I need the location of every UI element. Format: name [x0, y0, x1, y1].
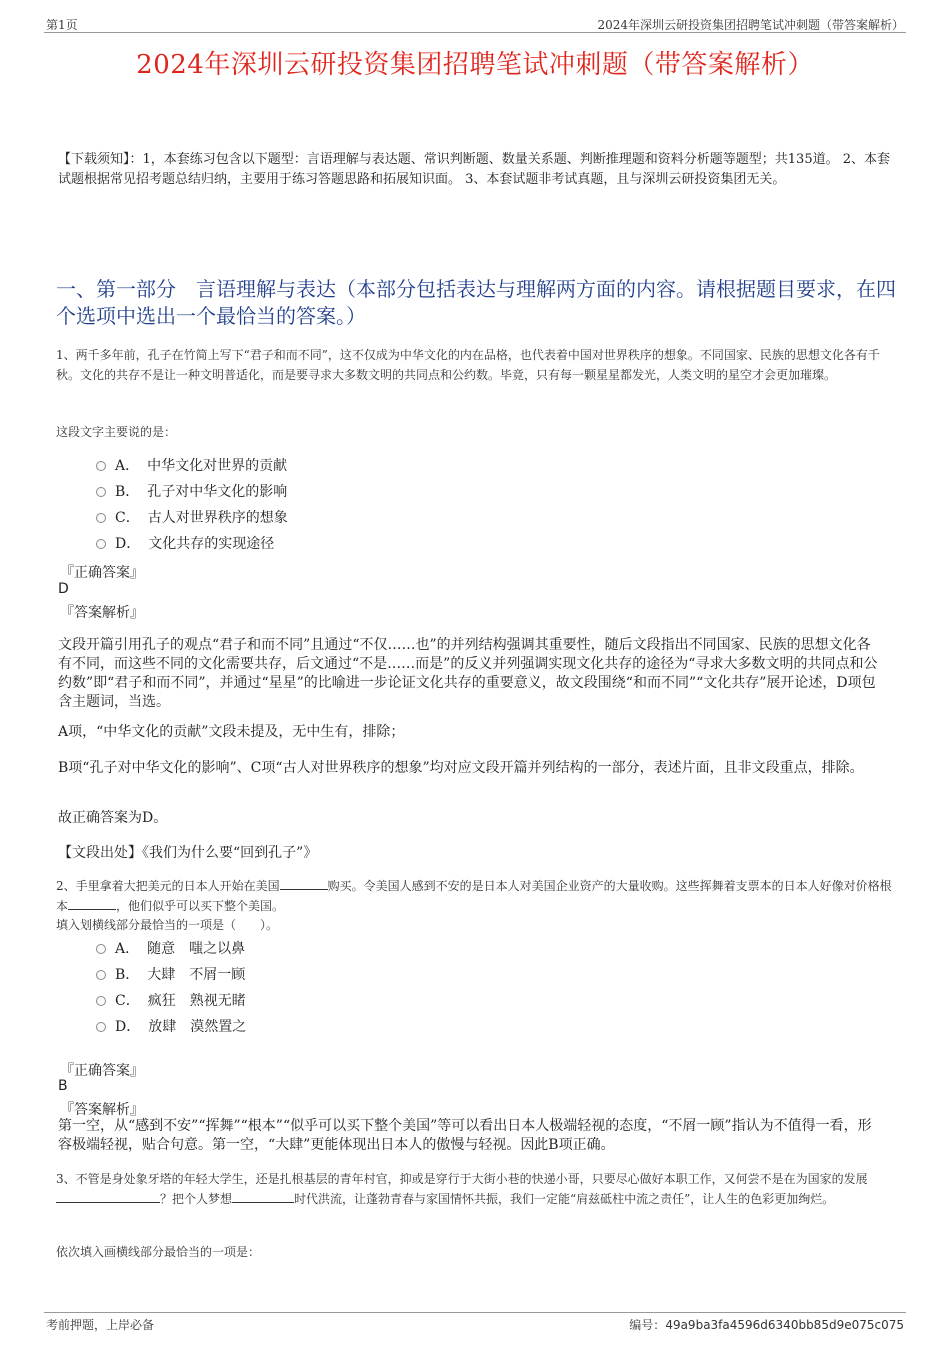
stem-text: 购买。令美国人感到不安的是日本人对美国企业资产的大量收购。这些挥舞着支票本的日本人好像对价格根本 [56, 879, 892, 913]
question-3-prompt: 依次填入画横线部分最恰当的一项是： [56, 1245, 261, 1259]
stem-text: 时代洪流，让蓬勃青春与家国情怀共振，我们一定能“肩兹砥柱中流之责任”，让人生的色彩更加绚烂。 [294, 1191, 835, 1206]
fill-blank [280, 877, 328, 890]
section-title: 一、第一部分 言语理解与表达（本部分包括表达与理解两方面的内容。请根据题目要求，在四个选项中选出一个最恰当的答案。） [56, 277, 896, 328]
option-key: C． [115, 510, 140, 526]
footer-code [629, 1316, 904, 1333]
page-header [44, 14, 906, 33]
page-number: 第1页 [46, 18, 78, 32]
code-label: 编号： [629, 1318, 666, 1332]
footer-slogan: 考前押题，上岸必备 [46, 1318, 155, 1332]
option-key: C． [115, 993, 140, 1009]
analysis-paragraph: 文段开篇引用孔子的观点“君子和而不同”且通过“不仅……也”的并列结构强调其重要性，随后文段指出不同国家、民族的思想文化各有不同，而这些不同的文化需要共存，后文通过“不是……而是”的反义并列强调实现文化共存的途径为“寻求大多数文明的共同点和公约数”即“君子和而不同”，并通过“星星”的比喻进一步论证文化共存的重要意义，故文段围绕“和而不同”“文化共存”展开论述，D项包含主题词，当选。 [58, 637, 878, 710]
question-1-prompt: 这段文字主要说的是： [56, 425, 177, 439]
option-a[interactable] [96, 453, 288, 479]
option-key: A． [115, 941, 140, 957]
fill-blank [56, 1190, 160, 1203]
question-2-options [96, 936, 246, 1040]
question-1-stem: 1、两千多年前，孔子在竹简上写下“君子和而不同”，这不仅成为中华文化的内在品格，也代表着中国对世界秩序的想象。不同国家、民族的思想文化各有千秋。文化的共存不是让一种文明普适化，而是要寻求大多数文明的共同点和公约数。毕竟，只有每一颗星星都发光，人类文明的星空才会更加璀璨。 [56, 348, 880, 382]
option-key: D． [115, 536, 141, 552]
radio-icon[interactable] [96, 461, 106, 471]
question-3-stem [56, 1170, 901, 1209]
option-text: 随意 嗤之以鼻 [147, 941, 246, 957]
option-text: 放肆 漠然置之 [148, 1019, 247, 1035]
analysis-paragraph: B项“孔子对中华文化的影响”、C项“古人对世界秩序的想象”均对应文段开篇并列结构的一部分，表述片面，且非文段重点，排除。 [58, 760, 864, 776]
source-citation: 【文段出处】《我们为什么要“回到孔子”》 [58, 845, 318, 861]
option-text: 古人对世界秩序的想象 [147, 510, 288, 526]
option-c[interactable] [96, 505, 288, 531]
option-text: 孔子对中华文化的影响 [147, 484, 288, 500]
stem-text: 3、不管是身处象牙塔的年轻大学生，还是扎根基层的青年村官，抑或是穿行于大街小巷的快递小哥，只要尽心做好本职工作，又何尝不是在为国家的发展 [56, 1172, 868, 1186]
code-value: 49a9ba3fa4596d6340bb85d9e075c075 [665, 1318, 904, 1332]
option-key: B． [115, 967, 140, 983]
download-notice: 【下载须知】：1，本套练习包含以下题型：言语理解与表达题、常识判断题、数量关系题、判断推理题和资料分析题等题型；共135道。 2、本套试题根据常见招考题总结归纳，主要用于练习答题思路和拓展知识面。 3、本套试题非考试真题，且与深圳云研投资集团无关。 [58, 152, 890, 187]
option-key: A． [115, 458, 140, 474]
fill-blank [232, 1190, 294, 1203]
document-title: 2024年深圳云研投资集团招聘笔试冲刺题（带答案解析） [136, 50, 814, 80]
option-b[interactable] [96, 479, 288, 505]
option-d[interactable] [96, 1014, 246, 1040]
option-c[interactable] [96, 988, 246, 1014]
answer-value: D [58, 581, 69, 597]
option-b[interactable] [96, 962, 246, 988]
option-text: 疯狂 熟视无睹 [147, 993, 246, 1009]
radio-icon[interactable] [96, 944, 106, 954]
answer-label: 『正确答案』 [60, 1063, 144, 1079]
stem-text: 2、手里拿着大把美元的日本人开始在美国 [56, 879, 280, 893]
fill-blank [68, 897, 116, 910]
option-key: B． [115, 484, 140, 500]
option-text: 中华文化对世界的贡献 [147, 458, 288, 474]
radio-icon[interactable] [96, 487, 106, 497]
analysis-paragraph: A项，“中华文化的贡献”文段未提及，无中生有，排除； [58, 724, 405, 740]
analysis-label: 『答案解析』 [60, 605, 144, 621]
analysis-paragraph: 第一空，从“感到不安”“挥舞”“根本”“似乎可以买下整个美国”等可以看出日本人极端轻视的态度，“不屑一顾”指认为不值得一看，形容极端轻视，贴合句意。第一空，“大肆”更能体现出日本人的傲慢与轻视。因此B项正确。 [58, 1118, 872, 1153]
option-d[interactable] [96, 531, 288, 557]
option-a[interactable] [96, 936, 246, 962]
question-2-stem [56, 877, 901, 916]
option-text: 大肆 不屑一顾 [147, 967, 246, 983]
radio-icon[interactable] [96, 539, 106, 549]
option-key: D． [115, 1019, 141, 1035]
radio-icon[interactable] [96, 996, 106, 1006]
radio-icon[interactable] [96, 1022, 106, 1032]
radio-icon[interactable] [96, 513, 106, 523]
analysis-conclusion: 故正确答案为D。 [58, 810, 168, 826]
question-1-options [96, 453, 288, 557]
header-doc-title: 2024年深圳云研投资集团招聘笔试冲刺题（带答案解析） [597, 18, 904, 32]
analysis-label: 『答案解析』 [60, 1102, 144, 1118]
stem-text: ？把个人梦想 [160, 1191, 233, 1206]
stem-text: ，他们似乎可以买下整个美国。 [116, 898, 285, 913]
answer-label: 『正确答案』 [60, 565, 144, 581]
question-2-prompt: 填入划横线部分最恰当的一项是（ ）。 [56, 918, 279, 932]
option-text: 文化共存的实现途径 [148, 536, 275, 552]
radio-icon[interactable] [96, 970, 106, 980]
page-footer [44, 1312, 906, 1333]
answer-value: B [58, 1078, 68, 1094]
